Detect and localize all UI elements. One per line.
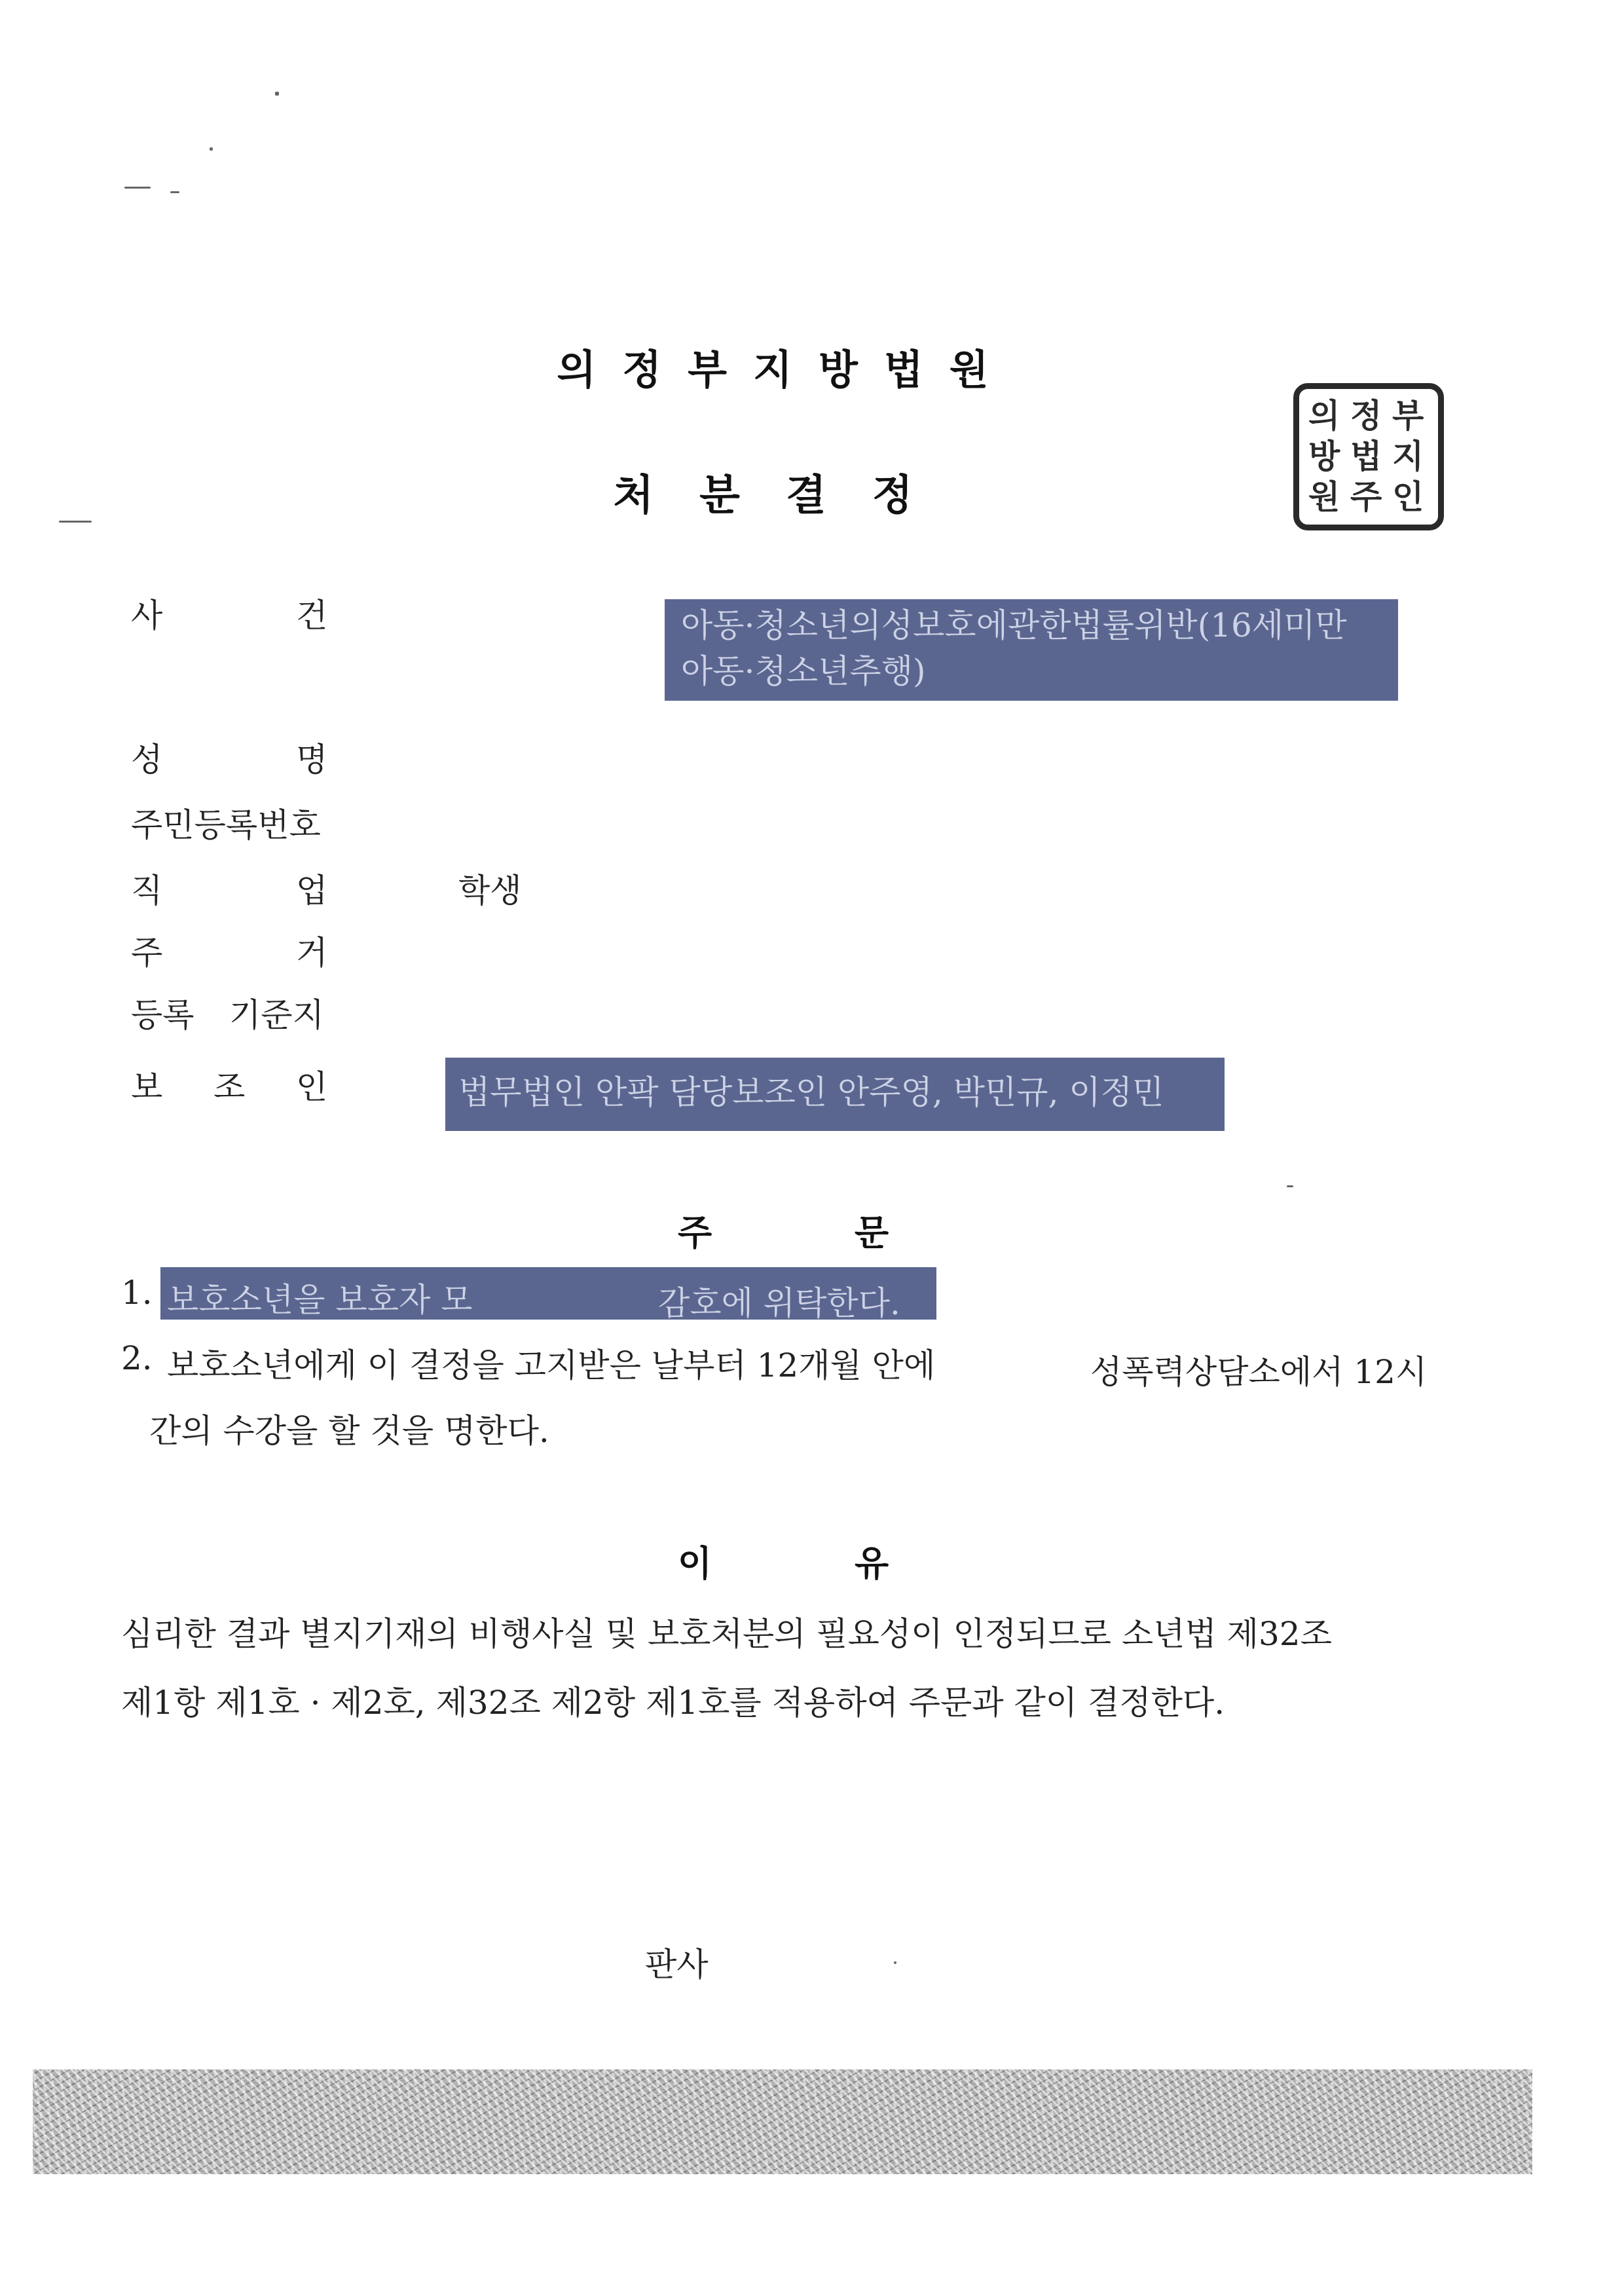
residence-label-a: 주: [131, 934, 163, 972]
reason-heading-a: 이: [678, 1543, 712, 1584]
name-label-a: 성: [131, 741, 163, 779]
reason-line2: 제1항 제1호 · 제2호, 제32조 제2항 제1호를 적용하여 주문과 같이 결정한다.: [121, 1684, 1225, 1722]
occupation-label-b: 업: [296, 872, 328, 910]
judge-label: 판사: [645, 1946, 709, 1984]
order-item2-left: 보호소년에게 이 결정을 고지받은 날부터 12개월 안에: [167, 1346, 936, 1384]
residence-label-b: 거: [296, 934, 328, 972]
reason-heading-b: 유: [855, 1543, 889, 1584]
assistant-value: 법무법인 안팍 담당보조인 안주영, 박민규, 이정민: [458, 1073, 1164, 1111]
occupation-value: 학생: [458, 872, 522, 910]
order-item1-number: 1.: [121, 1274, 153, 1312]
order-heading-a: 주: [678, 1212, 712, 1253]
scan-speck: [124, 187, 151, 189]
name-label-b: 명: [296, 741, 328, 779]
scan-speck: [210, 147, 213, 151]
court-seal-icon: 의 방 원 정 법 주 부 지 인: [1293, 383, 1444, 530]
assistant-label-c: 인: [296, 1068, 328, 1106]
scan-speck: [275, 92, 279, 96]
order-item2-line2: 간의 수강을 할 것을 명한다.: [149, 1412, 549, 1450]
document-title: 처분결정: [613, 472, 959, 520]
order-item2-number: 2.: [121, 1339, 153, 1377]
case-value-line1: 아동·청소년의성보호에관한법률위반(16세미만: [681, 606, 1347, 644]
scan-speck: [170, 191, 179, 193]
registration-label-b: 기준지: [229, 996, 324, 1034]
reason-line1: 심리한 결과 별지기재의 비행사실 및 보호처분의 필요성이 인정되므로 소년법 제32조: [121, 1615, 1332, 1653]
registration-label-a: 등록: [131, 996, 194, 1034]
scan-noise-band: [33, 2069, 1532, 2174]
scan-speck: [894, 1961, 896, 1964]
case-value-line2: 아동·청소년추행): [681, 652, 926, 690]
resident-number-label: 주민등록번호: [131, 806, 321, 844]
order-heading-b: 문: [855, 1212, 889, 1253]
case-label-a: 사: [131, 597, 163, 635]
order-item1-right: 감호에 위탁한다.: [658, 1284, 900, 1322]
assistant-label-a: 보: [131, 1068, 163, 1106]
court-name: 의정부지방법원: [557, 346, 1015, 394]
scan-speck: [59, 521, 92, 523]
case-label-b: 건: [296, 597, 328, 635]
order-item1-left: 보호소년을 보호자 모: [167, 1281, 473, 1319]
order-item2-right: 성폭력상담소에서 12시: [1090, 1353, 1428, 1391]
assistant-label-b: 조: [213, 1068, 246, 1106]
scan-speck: [1287, 1185, 1293, 1187]
occupation-label-a: 직: [131, 872, 163, 910]
